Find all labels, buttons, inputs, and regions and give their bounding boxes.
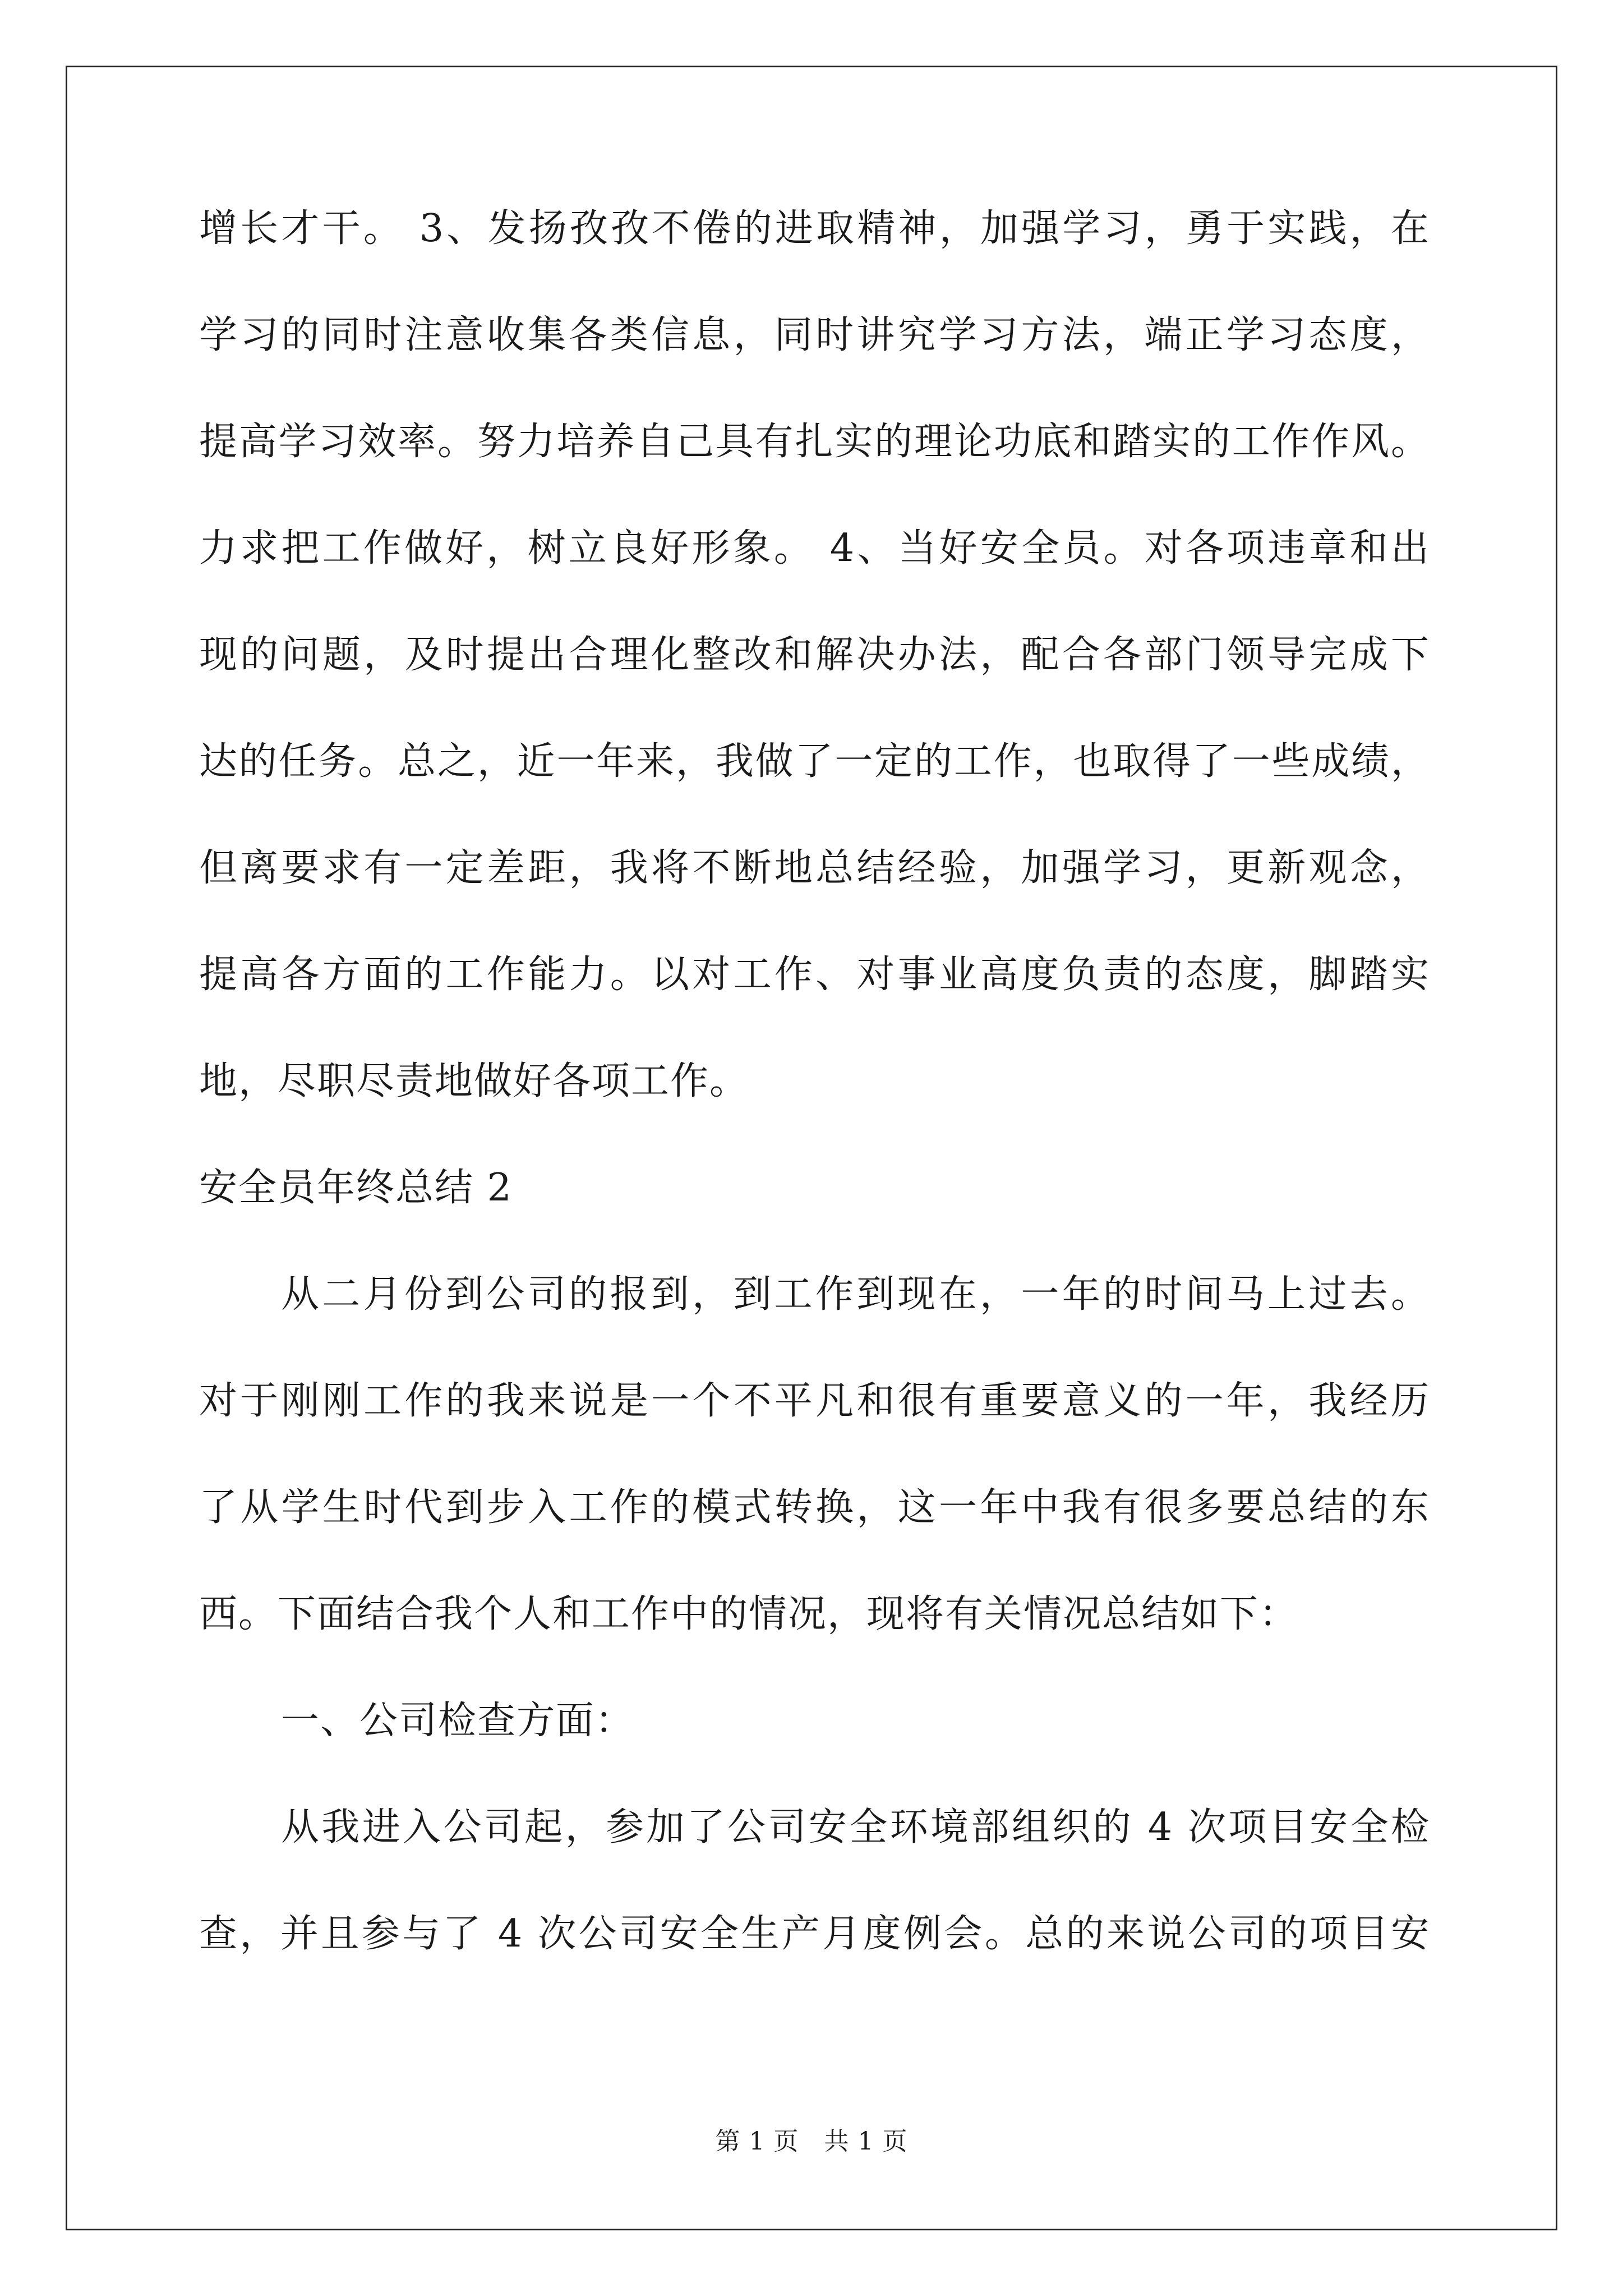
paragraph-line: 学习的同时注意收集各类信息，同时讲究学习方法，端正学习态度， <box>199 313 1430 357</box>
paragraph-line: 达的任务。总之，近一年来，我做了一定的工作，也取得了一些成绩， <box>199 739 1430 784</box>
subsection-heading: 一、公司检查方面： <box>281 1699 635 1743</box>
paragraph-line: 地，尽职尽责地做好各项工作。 <box>199 1059 749 1103</box>
paragraph-line: 提高学习效率。努力培养自己具有扎实的理论功底和踏实的工作作风。 <box>199 420 1430 464</box>
paragraph-line: 对于刚刚工作的我来说是一个不平凡和很有重要意义的一年，我经历 <box>199 1379 1430 1423</box>
paragraph-line: 但离要求有一定差距，我将不断地总结经验，加强学习，更新观念， <box>199 846 1430 890</box>
paragraph-line: 西。下面结合我个人和工作中的情况，现将有关情况总结如下： <box>199 1592 1299 1636</box>
paragraph-line: 力求把工作做好，树立良好形象。 4、当好安全员。对各项违章和出 <box>199 526 1430 570</box>
paragraph-line: 查，并且参与了 4 次公司安全生产月度例会。总的来说公司的项目安 <box>199 1912 1430 1956</box>
page-number-footer: 第 1 页 共 1 页 <box>715 2127 908 2156</box>
paragraph-line: 增长才干。 3、发扬孜孜不倦的进取精神，加强学习，勇于实践，在 <box>199 206 1430 251</box>
paragraph-line: 提高各方面的工作能力。以对工作、对事业高度负责的态度，脚踏实 <box>199 953 1430 997</box>
paragraph-line: 从我进入公司起，参加了公司安全环境部组织的 4 次项目安全检 <box>281 1805 1430 1849</box>
page-border <box>66 66 1557 2230</box>
paragraph-line: 从二月份到公司的报到，到工作到现在，一年的时间马上过去。 <box>281 1272 1430 1317</box>
paragraph-line: 现的问题，及时提出合理化整改和解决办法，配合各部门领导完成下 <box>199 633 1430 677</box>
section-heading: 安全员年终总结 2 <box>199 1166 513 1210</box>
paragraph-line: 了从学生时代到步入工作的模式转换，这一年中我有很多要总结的东 <box>199 1485 1430 1530</box>
